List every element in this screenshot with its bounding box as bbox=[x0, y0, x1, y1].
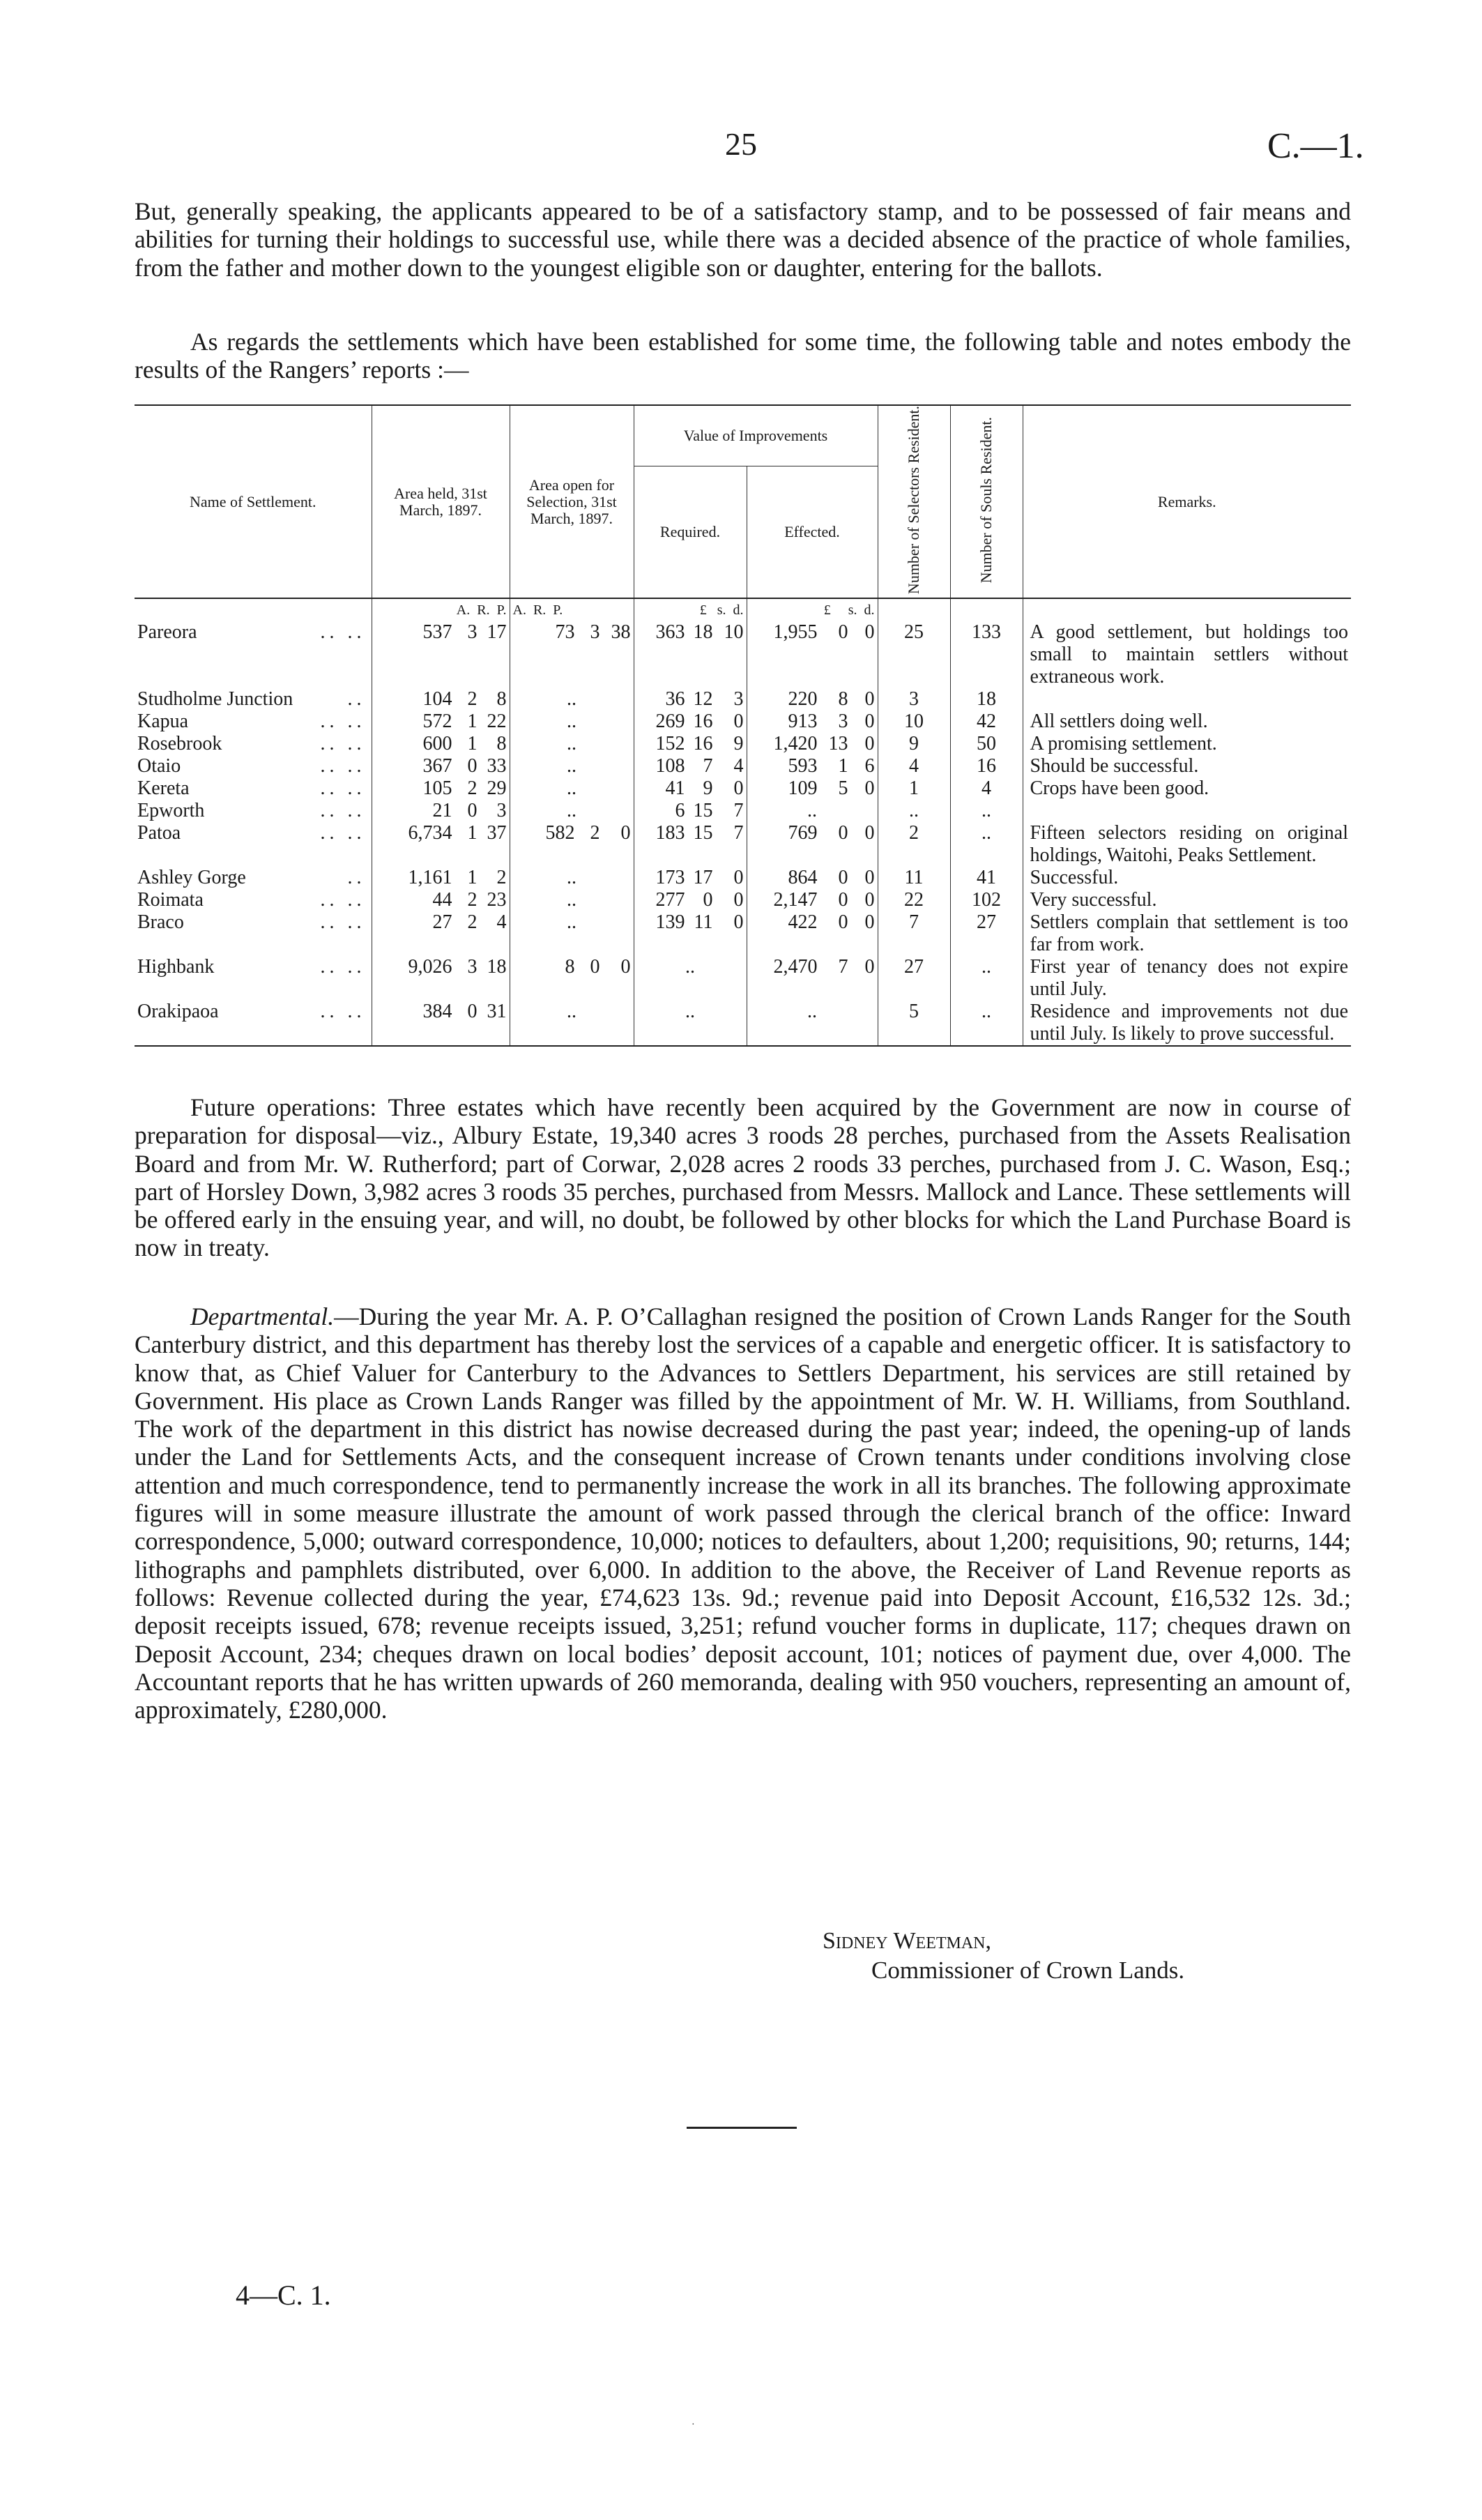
value-effected-part: 0 bbox=[864, 889, 875, 911]
settlement-name-text: Kereta bbox=[137, 777, 190, 800]
table-row bbox=[135, 800, 1351, 822]
table-row bbox=[135, 956, 1351, 1001]
signature-title: Commissioner of Crown Lands. bbox=[871, 1957, 1185, 1984]
value-effected-part: 8 bbox=[838, 688, 848, 711]
settlement-name bbox=[135, 889, 372, 911]
value-required bbox=[634, 889, 747, 911]
area-open: .. bbox=[510, 755, 634, 777]
value-effected bbox=[747, 956, 878, 1001]
value-required-part: 12 bbox=[693, 688, 713, 711]
area-open-part: 582 bbox=[545, 822, 575, 844]
souls-resident: 102 bbox=[950, 889, 1023, 911]
paragraph-text bbox=[135, 1303, 1351, 1724]
area-open: .. bbox=[510, 777, 634, 800]
page-number: 25 bbox=[725, 126, 757, 162]
value-required-part: 15 bbox=[693, 822, 713, 844]
value-required-part: 18 bbox=[693, 621, 713, 644]
remarks: Very successful. bbox=[1023, 889, 1351, 911]
area-open: .. bbox=[510, 733, 634, 755]
header-souls bbox=[950, 405, 1023, 598]
settlement-name bbox=[135, 800, 372, 822]
remarks: A promising settlement. bbox=[1023, 733, 1351, 755]
value-effected-part: 0 bbox=[838, 867, 848, 889]
value-effected bbox=[747, 822, 878, 867]
area-held-part: 600 bbox=[422, 733, 452, 755]
table-body bbox=[135, 598, 1351, 1046]
leader-dots: .. bbox=[347, 867, 366, 889]
settlement-name bbox=[135, 911, 372, 956]
settlement-name bbox=[135, 867, 372, 889]
area-held-part: 23 bbox=[487, 889, 507, 911]
remarks: Residence and improvements not due until July. Is likely to prove successful. bbox=[1023, 1001, 1351, 1046]
area-held-part: 2 bbox=[467, 688, 478, 711]
value-required bbox=[634, 822, 747, 867]
value-effected-part: 1 bbox=[838, 755, 848, 777]
area-held-part: 105 bbox=[422, 777, 452, 800]
area-open: .. bbox=[510, 711, 634, 733]
paragraph-text: Future operations: Three estates which have recently been acquired by the Government are now in course of preparation for disposal—viz., Albury Estate, 19,340 acres 3 roods 28 perches, purchased from the Assets Realisation Board and from Mr. W. Rutherford; part of Corwar, 2,028 acres 2 roods 33 perches, purchased from J. C. Wason, Esq.; part of Horsley Down, 3,982 acres 3 roods 35 perches, purchased from Messrs. Mallock and Lance. These settlements will be offered early in the ensuing year, and will, no doubt, be followed by other blocks for which the Land Purchase Board is now in treaty. bbox=[135, 1093, 1351, 1262]
value-required-part: 16 bbox=[693, 733, 713, 755]
area-held bbox=[372, 733, 510, 755]
table-row bbox=[135, 822, 1351, 867]
area-held-part: 22 bbox=[487, 711, 507, 733]
area-held-part: 2 bbox=[467, 777, 478, 800]
value-required-part: 7 bbox=[703, 755, 713, 777]
area-open: .. bbox=[510, 911, 634, 956]
settlement-name-text: Roimata bbox=[137, 889, 204, 911]
area-held-part: 37 bbox=[487, 822, 507, 844]
table-row bbox=[135, 621, 1351, 688]
area-held-part: 6,734 bbox=[408, 822, 452, 844]
value-required-part: 17 bbox=[693, 867, 713, 889]
value-effected bbox=[747, 711, 878, 733]
settlement-name-text: Orakipaoa bbox=[137, 1001, 219, 1023]
area-held bbox=[372, 688, 510, 711]
value-effected bbox=[747, 867, 878, 889]
selectors-resident: 3 bbox=[878, 688, 950, 711]
area-open-part: 38 bbox=[611, 621, 631, 644]
area-held bbox=[372, 889, 510, 911]
area-held-part: 1 bbox=[467, 733, 478, 755]
value-required bbox=[634, 688, 747, 711]
value-required bbox=[634, 867, 747, 889]
area-open: .. bbox=[510, 800, 634, 822]
settlement-name-text: Epworth bbox=[137, 800, 205, 822]
value-effected-part: 0 bbox=[864, 911, 875, 934]
value-effected-part: 422 bbox=[788, 911, 818, 934]
leader-dots: .. .. bbox=[320, 911, 366, 934]
value-effected bbox=[747, 621, 878, 688]
area-held-part: 2 bbox=[467, 911, 478, 934]
souls-resident: 4 bbox=[950, 777, 1023, 800]
area-held-part: 0 bbox=[467, 1001, 478, 1023]
value-required bbox=[634, 777, 747, 800]
value-effected bbox=[747, 911, 878, 956]
area-open-part: 0 bbox=[620, 956, 631, 978]
leader-dots: .. .. bbox=[320, 800, 366, 822]
remarks: All settlers doing well. bbox=[1023, 711, 1351, 733]
value-required-part: 277 bbox=[655, 889, 685, 911]
selectors-resident: 4 bbox=[878, 755, 950, 777]
value-required-part: 173 bbox=[655, 867, 685, 889]
header-area-held: Area held, 31st March, 1897. bbox=[372, 405, 510, 598]
leader-dots: .. .. bbox=[320, 1001, 366, 1023]
area-held-part: 3 bbox=[467, 956, 478, 978]
area-open: .. bbox=[510, 889, 634, 911]
remarks: A good settlement, but holdings too small to maintain settlers without extraneous work. bbox=[1023, 621, 1351, 688]
area-open: .. bbox=[510, 867, 634, 889]
value-effected-part: 2,470 bbox=[773, 956, 818, 978]
area-held bbox=[372, 822, 510, 867]
selectors-resident: .. bbox=[878, 800, 950, 822]
area-held-part: 0 bbox=[467, 755, 478, 777]
settlement-name-text: Studholme Junction bbox=[137, 688, 293, 711]
area-open bbox=[510, 822, 634, 867]
value-effected-part: 0 bbox=[864, 688, 875, 711]
area-held-part: 2 bbox=[496, 867, 507, 889]
area-open-part: 73 bbox=[555, 621, 575, 644]
value-effected-part: 913 bbox=[788, 711, 818, 733]
value-required-part: 6 bbox=[675, 800, 685, 822]
units-row bbox=[135, 598, 1351, 621]
selectors-resident: 1 bbox=[878, 777, 950, 800]
remarks: Settlers complain that settlement is too far from work. bbox=[1023, 911, 1351, 956]
souls-resident: 133 bbox=[950, 621, 1023, 688]
leader-dots: .. .. bbox=[320, 889, 366, 911]
souls-resident: 27 bbox=[950, 911, 1023, 956]
value-required-part: 139 bbox=[655, 911, 685, 934]
area-held-part: 0 bbox=[467, 800, 478, 822]
settlement-name bbox=[135, 711, 372, 733]
area-held-part: 17 bbox=[487, 621, 507, 644]
area-open bbox=[510, 621, 634, 688]
value-required-part: 9 bbox=[703, 777, 713, 800]
settlement-name bbox=[135, 755, 372, 777]
value-effected-part: 6 bbox=[864, 755, 875, 777]
paragraph-text: But, generally speaking, the applicants appeared to be of a satisfactory stamp, and to be possessed of fair means and abilities for turning their holdings to successful use, while there was a decided absence of the practice of whole families, from the father and mother down to the youngest eligible son or daughter, entering for the ballots. bbox=[135, 197, 1351, 282]
selectors-resident: 11 bbox=[878, 867, 950, 889]
area-held-part: 31 bbox=[487, 1001, 507, 1023]
leader-dots: .. bbox=[347, 688, 366, 711]
leader-dots: .. .. bbox=[320, 755, 366, 777]
table-header bbox=[135, 405, 1351, 598]
value-required-part: 10 bbox=[724, 621, 744, 644]
area-open-part: 2 bbox=[590, 822, 600, 844]
settlement-name-text: Otaio bbox=[137, 755, 181, 777]
page-mark: · bbox=[692, 2420, 695, 2430]
value-required bbox=[634, 911, 747, 956]
settlement-name-text: Patoa bbox=[137, 822, 181, 844]
settlement-name bbox=[135, 688, 372, 711]
value-required: .. bbox=[634, 956, 747, 1001]
settlement-name bbox=[135, 1001, 372, 1046]
value-required-part: 108 bbox=[655, 755, 685, 777]
value-effected-part: 593 bbox=[788, 755, 818, 777]
settlements-table bbox=[135, 404, 1351, 1047]
area-held-part: 9,026 bbox=[408, 956, 452, 978]
area-held-part: 367 bbox=[422, 755, 452, 777]
value-required-part: 36 bbox=[665, 688, 685, 711]
selectors-resident: 5 bbox=[878, 1001, 950, 1046]
paragraph-applicants bbox=[135, 197, 1351, 282]
value-required-part: 269 bbox=[655, 711, 685, 733]
area-held-part: 572 bbox=[422, 711, 452, 733]
value-effected bbox=[747, 777, 878, 800]
value-effected-part: 0 bbox=[864, 711, 875, 733]
unit-currency: £ s. d. bbox=[747, 598, 878, 621]
value-required-part: 4 bbox=[733, 755, 744, 777]
area-held bbox=[372, 755, 510, 777]
signature-name: Sidney Weetman, bbox=[823, 1928, 992, 1954]
area-open-part: 8 bbox=[565, 956, 575, 978]
area-open bbox=[510, 956, 634, 1001]
table-row bbox=[135, 755, 1351, 777]
leader-dots: .. .. bbox=[320, 777, 366, 800]
souls-resident: .. bbox=[950, 800, 1023, 822]
area-held bbox=[372, 911, 510, 956]
area-held-part: 29 bbox=[487, 777, 507, 800]
table-row bbox=[135, 911, 1351, 956]
value-required bbox=[634, 733, 747, 755]
leader-dots: .. .. bbox=[320, 621, 366, 644]
area-held bbox=[372, 867, 510, 889]
area-held-part: 1 bbox=[467, 867, 478, 889]
area-open-part: 0 bbox=[590, 956, 600, 978]
header-area-open: Area open for Selection, 31st March, 1897. bbox=[510, 405, 634, 598]
souls-resident: .. bbox=[950, 822, 1023, 867]
value-required-part: 41 bbox=[665, 777, 685, 800]
value-effected bbox=[747, 889, 878, 911]
selectors-resident: 9 bbox=[878, 733, 950, 755]
area-held-part: 1 bbox=[467, 822, 478, 844]
area-open-part: 0 bbox=[620, 822, 631, 844]
value-effected-part: 2,147 bbox=[773, 889, 818, 911]
table-row bbox=[135, 777, 1351, 800]
settlement-name-text: Rosebrook bbox=[137, 733, 222, 755]
remarks: First year of tenancy does not expire until July. bbox=[1023, 956, 1351, 1001]
value-effected-part: 864 bbox=[788, 867, 818, 889]
area-held-part: 537 bbox=[422, 621, 452, 644]
header-required: Required. bbox=[634, 466, 747, 599]
remarks: Should be successful. bbox=[1023, 755, 1351, 777]
value-effected-part: 5 bbox=[838, 777, 848, 800]
area-open: .. bbox=[510, 688, 634, 711]
area-held-part: 44 bbox=[432, 889, 452, 911]
value-effected-part: 0 bbox=[838, 822, 848, 844]
value-required-part: 0 bbox=[733, 777, 744, 800]
remarks bbox=[1023, 800, 1351, 822]
value-effected-part: 0 bbox=[864, 822, 875, 844]
value-required: .. bbox=[634, 1001, 747, 1046]
value-effected-part: 3 bbox=[838, 711, 848, 733]
value-effected bbox=[747, 688, 878, 711]
area-held bbox=[372, 777, 510, 800]
table-row bbox=[135, 1001, 1351, 1046]
value-effected-part: 1,420 bbox=[773, 733, 818, 755]
area-open-part: 3 bbox=[590, 621, 600, 644]
value-effected-part: 7 bbox=[838, 956, 848, 978]
settlement-name bbox=[135, 733, 372, 755]
settlement-name-text: Pareora bbox=[137, 621, 197, 644]
value-required-part: 0 bbox=[733, 867, 744, 889]
remarks: Fifteen selectors residing on original holdings, Waitohi, Peaks Settlement. bbox=[1023, 822, 1351, 867]
value-required-part: 152 bbox=[655, 733, 685, 755]
area-held-part: 3 bbox=[496, 800, 507, 822]
section-divider bbox=[687, 2127, 797, 2129]
header-effected: Effected. bbox=[747, 466, 878, 599]
value-required-part: 16 bbox=[693, 711, 713, 733]
value-effected: .. bbox=[747, 800, 878, 822]
paragraph-departmental bbox=[135, 1303, 1351, 1724]
table-row bbox=[135, 867, 1351, 889]
area-held-part: 3 bbox=[467, 621, 478, 644]
value-effected-part: 0 bbox=[838, 889, 848, 911]
document-reference: C.—1. bbox=[1267, 126, 1364, 166]
header-remarks: Remarks. bbox=[1023, 405, 1351, 598]
value-required-part: 183 bbox=[655, 822, 685, 844]
leader-dots: .. .. bbox=[320, 733, 366, 755]
value-required-part: 7 bbox=[733, 800, 744, 822]
remarks: Crops have been good. bbox=[1023, 777, 1351, 800]
paragraph-lead: Departmental. bbox=[190, 1303, 335, 1330]
table-row bbox=[135, 711, 1351, 733]
unit-currency: £ s. d. bbox=[634, 598, 747, 621]
souls-resident: 16 bbox=[950, 755, 1023, 777]
settlement-name bbox=[135, 777, 372, 800]
value-effected bbox=[747, 733, 878, 755]
header-selectors bbox=[878, 405, 950, 598]
header-name: Name of Settlement. bbox=[190, 492, 316, 510]
value-effected: .. bbox=[747, 1001, 878, 1046]
unit-acres-roods-perches: A. R. P. bbox=[510, 598, 634, 621]
value-required-part: 9 bbox=[733, 733, 744, 755]
value-effected bbox=[747, 755, 878, 777]
value-effected-part: 0 bbox=[864, 733, 875, 755]
header-value-improvements: Value of Improvements bbox=[634, 405, 878, 466]
value-required-part: 0 bbox=[703, 889, 713, 911]
souls-resident: 50 bbox=[950, 733, 1023, 755]
area-held bbox=[372, 711, 510, 733]
souls-resident: .. bbox=[950, 1001, 1023, 1046]
settlement-name-text: Braco bbox=[137, 911, 184, 934]
value-required-part: 363 bbox=[655, 621, 685, 644]
area-held bbox=[372, 956, 510, 1001]
selectors-resident: 27 bbox=[878, 956, 950, 1001]
value-required bbox=[634, 755, 747, 777]
settlement-name-text: Ashley Gorge bbox=[137, 867, 246, 889]
area-held-part: 18 bbox=[487, 956, 507, 978]
value-effected-part: 0 bbox=[838, 621, 848, 644]
area-held bbox=[372, 621, 510, 688]
value-effected-part: 0 bbox=[864, 867, 875, 889]
value-required-part: 11 bbox=[694, 911, 713, 934]
selectors-resident: 25 bbox=[878, 621, 950, 688]
settlement-name bbox=[135, 956, 372, 1001]
unit-acres-roods-perches: A. R. P. bbox=[372, 598, 510, 621]
area-held-part: 1 bbox=[467, 711, 478, 733]
paragraph-future-operations bbox=[135, 1093, 1351, 1262]
settlement-name bbox=[135, 621, 372, 688]
paragraph-body: —During the year Mr. A. P. O’Callaghan resigned the position of Crown Lands Ranger for the South Canterbury district, and this department has thereby lost the services of a capable and energetic officer. It is satisfactory to know that, as Chief Valuer for Canterbury to the Advances to Settlers Department, his services are still retained by Government. His place as Crown Lands Ranger was filled by the appointment of Mr. W. H. Williams, from Southland. The work of the department in this district has nowise decreased during the past year; indeed, the opening-up of lands under the Land for Settlements Acts, and the consequent increase of Crown tenants under conditions involving close attention and much correspondence, tend to permanently increase the work in all its branches. The following approximate figures will in some measure illustrate the amount of work passed through the clerical branch of the office: Inward correspondence, 5,000; outward correspondence, 10,000; notices to defaulters, about 1,200; requisitions, 90; returns, 144; lithographs and pamphlets distributed, over 6,000. In addition to the above, the Receiver of Land Revenue reports as follows: Revenue collected during the year, £74,623 13s. 9d.; revenue paid into Deposit Account, £16,532 12s. 3d.; deposit receipts issued, 678; revenue receipts issued, 3,251; refund voucher forms in duplicate, 117; cheques drawn on Deposit Account, 234; cheques drawn on local bodies’ deposit account, 101; notices of payment due, over 4,000. The Accountant reports that he has written upwards of 260 memoranda, dealing with 950 vouchers, representing an amount of, approximately, £280,000. bbox=[135, 1303, 1351, 1724]
souls-resident: 18 bbox=[950, 688, 1023, 711]
souls-resident: .. bbox=[950, 956, 1023, 1001]
selectors-resident: 7 bbox=[878, 911, 950, 956]
header-selectors-text: Number of Selectors Resident. bbox=[905, 406, 922, 595]
leader-dots: .. .. bbox=[320, 956, 366, 978]
value-effected-part: 13 bbox=[828, 733, 848, 755]
area-held-part: 1,161 bbox=[408, 867, 452, 889]
value-required bbox=[634, 800, 747, 822]
value-required bbox=[634, 621, 747, 688]
value-required-part: 7 bbox=[733, 822, 744, 844]
area-held bbox=[372, 1001, 510, 1046]
area-held-part: 104 bbox=[422, 688, 452, 711]
paragraph-text: As regards the settlements which have been established for some time, the following table and notes embody the results of the Rangers’ reports :— bbox=[135, 328, 1351, 384]
area-held-part: 2 bbox=[467, 889, 478, 911]
value-effected-part: 109 bbox=[788, 777, 818, 800]
selectors-resident: 22 bbox=[878, 889, 950, 911]
area-held-part: 33 bbox=[487, 755, 507, 777]
value-effected-part: 0 bbox=[864, 777, 875, 800]
settlement-name-text: Highbank bbox=[137, 956, 215, 978]
value-required-part: 0 bbox=[733, 889, 744, 911]
area-held-part: 384 bbox=[422, 1001, 452, 1023]
leader-dots: .. .. bbox=[320, 822, 366, 844]
header-souls-text: Number of Souls Resident. bbox=[977, 416, 995, 584]
selectors-resident: 10 bbox=[878, 711, 950, 733]
table-row bbox=[135, 688, 1351, 711]
value-required-part: 0 bbox=[733, 711, 744, 733]
area-held bbox=[372, 800, 510, 822]
area-held-part: 8 bbox=[496, 688, 507, 711]
value-required-part: 15 bbox=[693, 800, 713, 822]
paragraph-table-intro bbox=[135, 328, 1351, 384]
value-effected-part: 0 bbox=[864, 956, 875, 978]
souls-resident: 42 bbox=[950, 711, 1023, 733]
selectors-resident: 2 bbox=[878, 822, 950, 867]
value-effected-part: 769 bbox=[788, 822, 818, 844]
area-open: .. bbox=[510, 1001, 634, 1046]
remarks: Successful. bbox=[1023, 867, 1351, 889]
value-required-part: 0 bbox=[733, 911, 744, 934]
value-required bbox=[634, 711, 747, 733]
leader-dots: .. .. bbox=[320, 711, 366, 733]
area-held-part: 21 bbox=[432, 800, 452, 822]
remarks bbox=[1023, 688, 1351, 711]
area-held-part: 8 bbox=[496, 733, 507, 755]
value-required-part: 3 bbox=[733, 688, 744, 711]
souls-resident: 41 bbox=[950, 867, 1023, 889]
footer-reference: 4—C. 1. bbox=[236, 2279, 331, 2311]
settlement-name bbox=[135, 822, 372, 867]
area-held-part: 4 bbox=[496, 911, 507, 934]
table-row bbox=[135, 733, 1351, 755]
value-effected-part: 0 bbox=[864, 621, 875, 644]
value-effected-part: 220 bbox=[788, 688, 818, 711]
table-row bbox=[135, 889, 1351, 911]
value-effected-part: 1,955 bbox=[773, 621, 818, 644]
area-held-part: 27 bbox=[432, 911, 452, 934]
value-effected-part: 0 bbox=[838, 911, 848, 934]
settlement-name-text: Kapua bbox=[137, 711, 189, 733]
